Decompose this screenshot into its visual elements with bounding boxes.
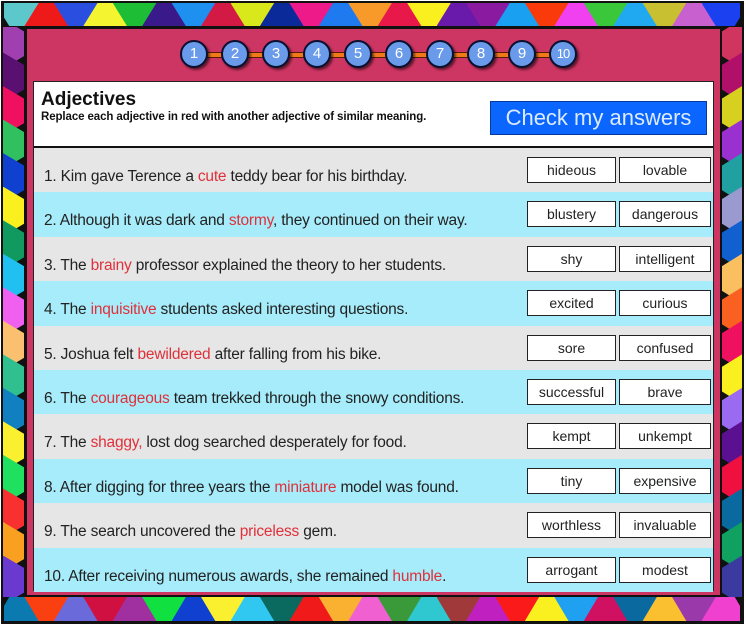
option-button[interactable]: modest [619, 557, 711, 583]
sentence-text: 3. The [44, 256, 91, 274]
question-sentence [44, 301, 408, 319]
option-button[interactable]: brave [619, 379, 711, 405]
question-row-4 [34, 281, 713, 325]
exercise-card [33, 81, 714, 591]
question-row-10 [34, 548, 713, 592]
option-button[interactable]: worthless [527, 512, 616, 538]
step-5-button[interactable]: 5 [344, 40, 372, 68]
step-10-button[interactable]: 10 [549, 40, 577, 68]
question-sentence [44, 168, 407, 186]
target-adjective: miniature [274, 478, 337, 496]
question-list [34, 148, 713, 592]
option-button[interactable]: lovable [619, 157, 711, 183]
question-sentence [44, 346, 381, 364]
target-adjective: bewildered [137, 345, 211, 363]
option-button[interactable]: kempt [527, 423, 616, 449]
border-tile [3, 556, 24, 598]
target-adjective: courageous [90, 389, 170, 407]
stepper-connector [194, 52, 562, 58]
option-button[interactable]: successful [527, 379, 616, 405]
option-button[interactable]: shy [527, 246, 616, 272]
target-adjective: humble [392, 567, 443, 585]
step-9-button[interactable]: 9 [508, 40, 536, 68]
sentence-text: 5. Joshua felt [44, 345, 138, 363]
option-button[interactable]: confused [619, 335, 711, 361]
sentence-text: 7. The [44, 434, 91, 452]
option-button[interactable]: sore [527, 335, 616, 361]
question-sentence [44, 523, 337, 541]
sentence-text: model was found. [336, 478, 459, 496]
question-sentence [44, 212, 467, 230]
question-row-9 [34, 503, 713, 547]
sentence-text: teddy bear for his birthday. [226, 168, 408, 185]
sentence-text: , they continued on their way. [272, 212, 468, 230]
question-row-6 [34, 370, 713, 414]
exercise-header [34, 82, 713, 148]
border-tile [722, 556, 742, 598]
page-title: Adjectives [41, 89, 137, 110]
sentence-text: professor explained the theory to her students. [131, 256, 446, 274]
option-button[interactable]: tiny [527, 468, 616, 494]
mosaic-border-left [3, 27, 24, 597]
option-button[interactable]: dangerous [619, 201, 711, 227]
option-button[interactable]: unkempt [619, 423, 711, 449]
check-answers-button[interactable]: Check my answers [490, 101, 707, 135]
sentence-text: 10. After receiving numerous awards, she remained [44, 567, 393, 585]
target-adjective: cute [197, 168, 227, 185]
question-row-2 [34, 192, 713, 236]
option-button[interactable]: curious [619, 290, 711, 316]
sentence-text: 8. After digging for three years the [44, 478, 275, 496]
sentence-text: gem. [299, 523, 337, 541]
question-row-8 [34, 459, 713, 503]
sentence-text: students asked interesting questions. [156, 301, 409, 319]
question-row-5 [34, 326, 713, 370]
step-2-button[interactable]: 2 [221, 40, 249, 68]
question-row-7 [34, 414, 713, 458]
option-button[interactable]: blustery [527, 201, 616, 227]
target-adjective: stormy [228, 212, 273, 230]
question-sentence [44, 257, 446, 275]
question-stepper [180, 40, 576, 68]
step-8-button[interactable]: 8 [467, 40, 495, 68]
target-adjective: priceless [239, 523, 300, 541]
option-button[interactable]: hideous [527, 157, 616, 183]
step-6-button[interactable]: 6 [385, 40, 413, 68]
mosaic-border-right [722, 27, 742, 597]
sentence-text: 2. Although it was dark and [44, 212, 229, 230]
mosaic-border-top [4, 3, 740, 26]
sentence-text: 9. The search uncovered the [44, 523, 240, 541]
sentence-text: team trekked through the snowy conditions. [169, 389, 465, 407]
step-1-button[interactable]: 1 [180, 40, 208, 68]
sentence-text: after falling from his bike. [210, 345, 382, 363]
sentence-text: 6. The [44, 389, 91, 407]
sentence-text: 4. The [44, 301, 91, 319]
question-row-1 [34, 148, 713, 192]
question-sentence [44, 390, 464, 408]
target-adjective: brainy [90, 256, 132, 274]
step-7-button[interactable]: 7 [426, 40, 454, 68]
target-adjective: shaggy, [90, 434, 143, 452]
sentence-text: . [442, 567, 447, 585]
sentence-text: lost dog searched desperately for food. [142, 434, 407, 452]
option-button[interactable]: excited [527, 290, 616, 316]
sentence-text: 1. Kim gave Terence a [44, 168, 198, 185]
question-sentence [44, 434, 407, 452]
question-row-3 [34, 237, 713, 281]
step-4-button[interactable]: 4 [303, 40, 331, 68]
question-sentence [44, 479, 459, 497]
target-adjective: inquisitive [90, 301, 157, 319]
option-button[interactable]: invaluable [619, 512, 711, 538]
step-3-button[interactable]: 3 [262, 40, 290, 68]
instructions-text: Replace each adjective in red with another adjective of similar meaning. [41, 111, 427, 123]
mosaic-border-bottom [4, 597, 740, 621]
option-button[interactable]: intelligent [619, 246, 711, 272]
question-sentence [44, 568, 446, 586]
option-button[interactable]: arrogant [527, 557, 616, 583]
option-button[interactable]: expensive [619, 468, 711, 494]
